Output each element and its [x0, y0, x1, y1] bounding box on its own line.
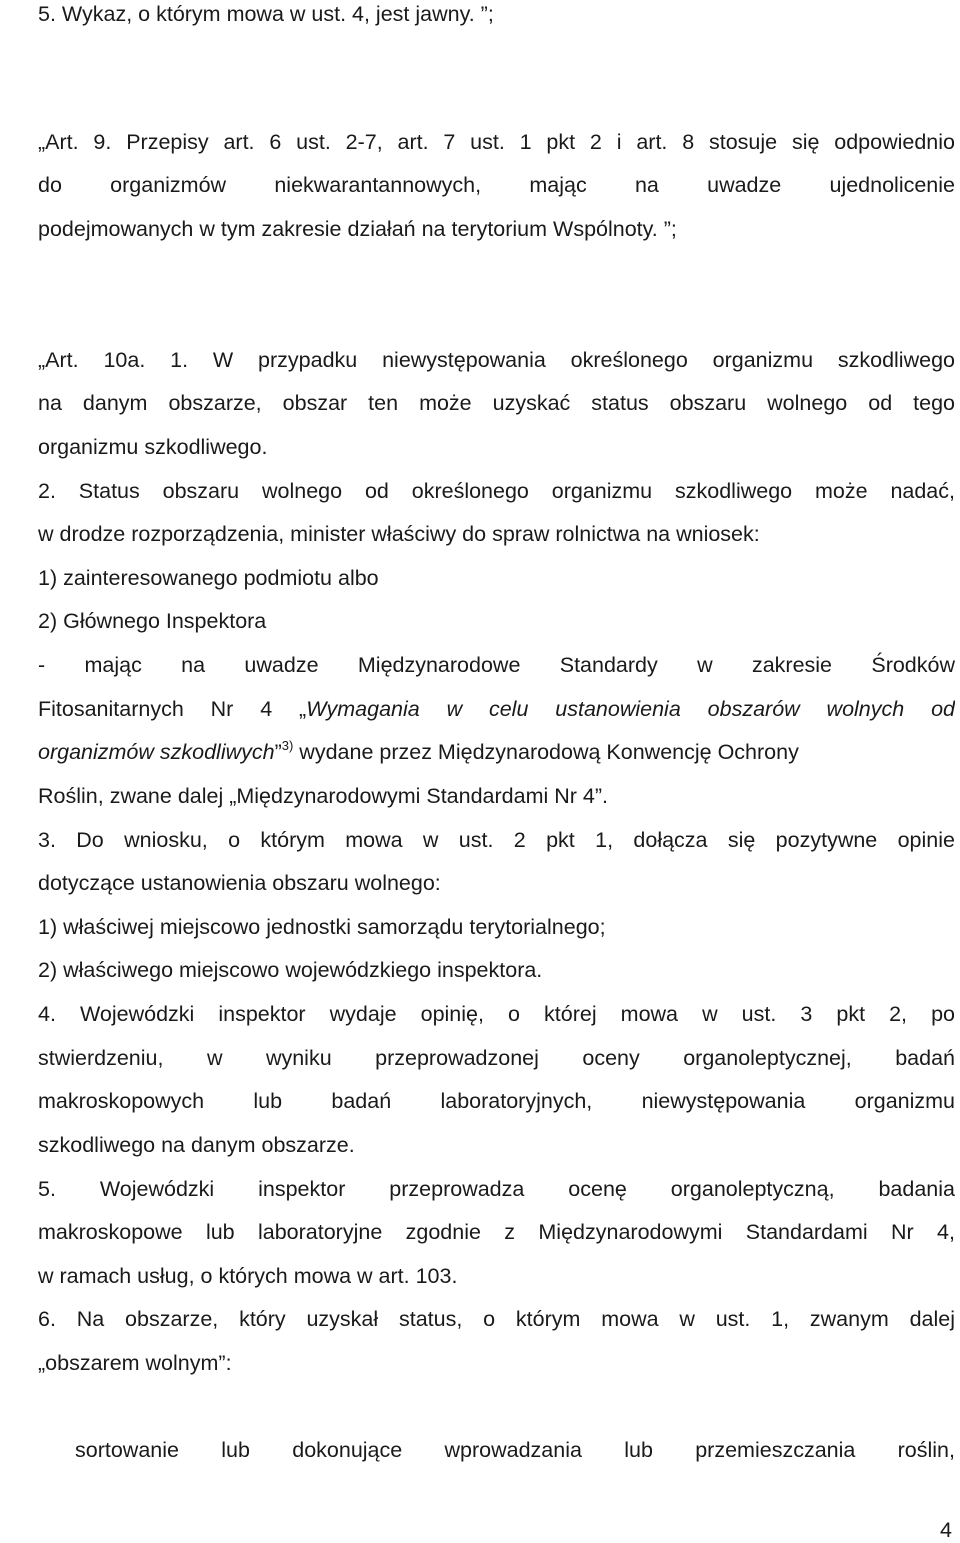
text-line: stwierdzeniu, w wyniku przeprowadzonej oceny organoleptycznej, badań	[38, 1046, 955, 1070]
text-line: - mając na uwadze Międzynarodowe Standardy w zakresie Środków	[38, 653, 955, 677]
footnote-ref: 3)	[281, 738, 294, 753]
text-line	[38, 695, 955, 723]
text-line: organizmu szkodliwego.	[38, 435, 268, 459]
text-line: 5. Wykaz, o którym mowa w ust. 4, jest jawny. ”;	[38, 2, 494, 26]
page-number: 4	[940, 1518, 952, 1542]
text-span: Fitosanitarnych Nr 4 „	[38, 697, 307, 721]
text-line: 2. Status obszaru wolnego od określonego organizmu szkodliwego może nadać,	[38, 479, 955, 503]
text-line: Roślin, zwane dalej „Międzynarodowymi Standardami Nr 4”.	[38, 784, 608, 808]
text-span: ”	[274, 740, 282, 764]
text-line: 4. Wojewódzki inspektor wydaje opinię, o której mowa w ust. 3 pkt 2, po	[38, 1002, 955, 1026]
text-line: „Art. 10a. 1. W przypadku niewystępowania określonego organizmu szkodliwego	[38, 348, 955, 372]
text-line: 2) właściwego miejscowo wojewódzkiego inspektora.	[38, 958, 543, 982]
text-line: podejmowanych w tym zakresie działań na terytorium Wspólnoty. ”;	[38, 217, 677, 241]
text-line: 2) Głównego Inspektora	[38, 609, 267, 633]
text-line: makroskopowe lub laboratoryjne zgodnie z Międzynarodowymi Standardami Nr 4,	[38, 1220, 955, 1244]
text-line: w drodze rozporządzenia, minister właściwy do spraw rolnictwa na wniosek:	[38, 522, 760, 546]
text-line: „obszarem wolnym”:	[38, 1351, 232, 1375]
text-span: wydane przez Międzynarodową Konwencję Ochrony	[293, 740, 799, 764]
text-line: dotyczące ustanowienia obszaru wolnego:	[38, 871, 441, 895]
text-line: w ramach usług, o których mowa w art. 103.	[38, 1264, 458, 1288]
text-line: do organizmów niekwarantannowych, mając na uwadze ujednolicenie	[38, 173, 955, 197]
italic-title: organizmów szkodliwych	[38, 740, 275, 764]
text-line: makroskopowych lub badań laboratoryjnych, niewystępowania organizmu	[38, 1089, 955, 1113]
text-line: 1) właściwej miejscowo jednostki samorządu terytorialnego;	[38, 915, 606, 939]
text-line: 1) zainteresowanego podmiotu albo	[38, 566, 379, 590]
italic-title: Wymagania w celu ustanowienia obszarów wolnych od	[306, 697, 955, 721]
text-line: sortowanie lub dokonujące wprowadzania lub przemieszczania roślin,	[75, 1438, 955, 1462]
text-line: na danym obszarze, obszar ten może uzyskać status obszaru wolnego od tego	[38, 391, 955, 415]
text-line: 5. Wojewódzki inspektor przeprowadza ocenę organoleptyczną, badania	[38, 1177, 955, 1201]
text-line: szkodliwego na danym obszarze.	[38, 1133, 355, 1157]
text-line	[38, 738, 955, 766]
text-line: 6. Na obszarze, który uzyskał status, o którym mowa w ust. 1, zwanym dalej	[38, 1307, 955, 1331]
text-line: „Art. 9. Przepisy art. 6 ust. 2-7, art. 7 ust. 1 pkt 2 i art. 8 stosuje się odpowiednio	[38, 130, 955, 154]
text-line: 3. Do wniosku, o którym mowa w ust. 2 pkt 1, dołącza się pozytywne opinie	[38, 828, 955, 852]
